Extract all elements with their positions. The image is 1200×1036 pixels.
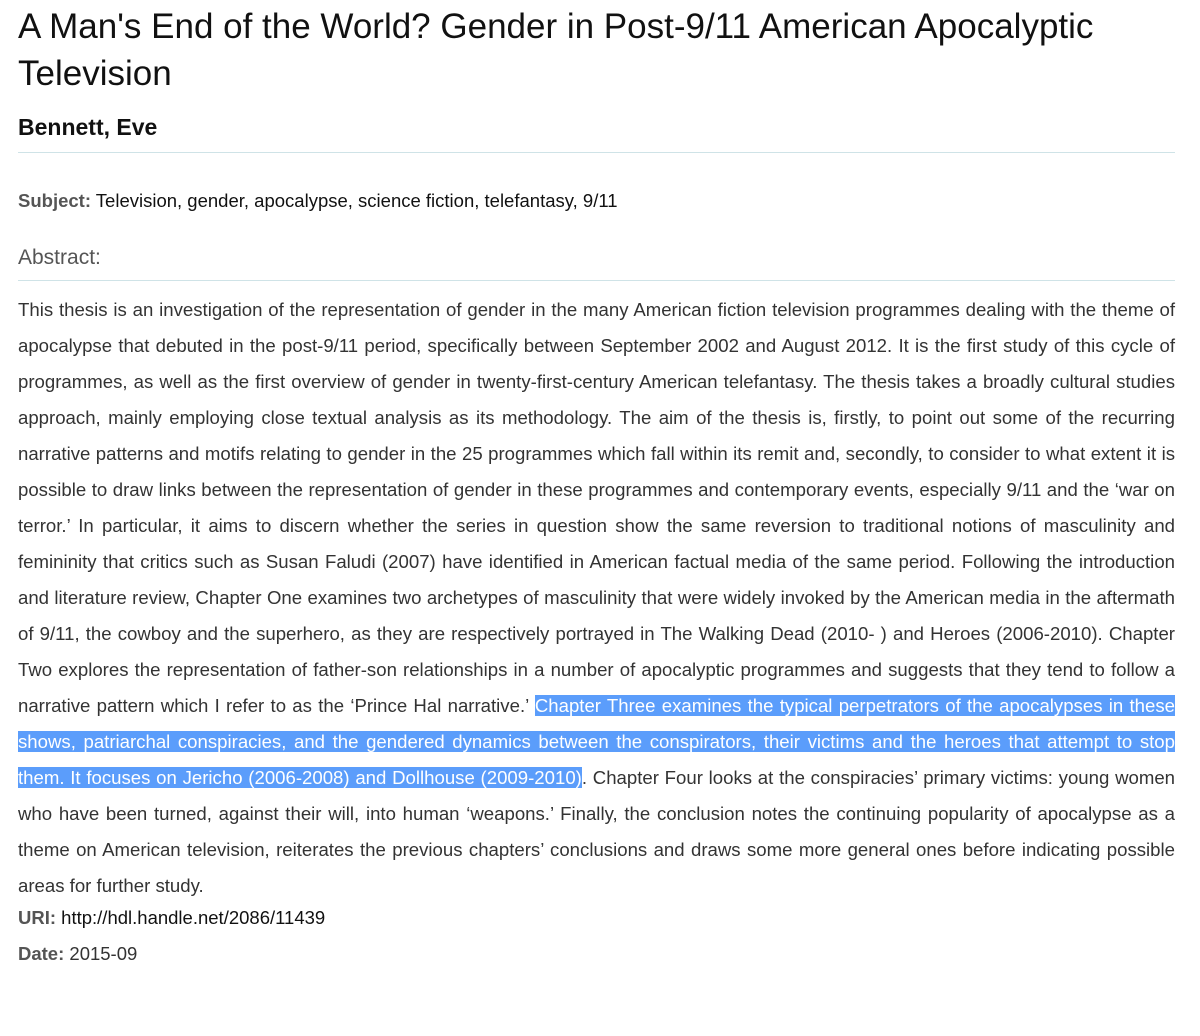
- abstract-text-before-selection: This thesis is an investigation of the representation of gender in the many American fiction television programmes dealing with the theme of apocalypse that debuted in the post-9/11 period, specifically between September 2002 and August 2012. It is the first study of this cycle of programmes, as well as the first overview of gender in twenty-first-century American telefantasy. The thesis takes a broadly cultural studies approach, mainly employing close textual analysis as its methodology. The aim of the thesis is, firstly, to point out some of the recurring narrative patterns and motifs relating to gender in the 25 programmes which fall within its remit and, secondly, to consider to what extent it is possible to draw links between the representation of gender in these programmes and contemporary events, especially 9/11 and the ‘war on terror.’ In particular, it aims to discern whether the series in question show the same reversion to traditional notions of masculinity and femininity that critics such as Susan Faludi (2007) have identified in American factual media of the same period. Following the introduction and literature review, Chapter One examines two archetypes of masculinity that were widely invoked by the American media in the aftermath of 9/11, the cowboy and the superhero, as they are respectively portrayed in The Walking Dead (2010- ) and Heroes (2006-2010). Chapter Two explores the representation of father-son relationships in a number of apocalyptic programmes and suggests that they tend to follow a narrative pattern which I refer to as the ‘Prince Hal narrative.’: [18, 299, 1175, 716]
- uri-label: URI:: [18, 907, 57, 928]
- date-label: Date:: [18, 943, 65, 964]
- date-value: 2015-09: [69, 943, 138, 964]
- uri-link[interactable]: http://hdl.handle.net/2086/11439: [61, 907, 326, 928]
- abstract-text-after-selection: . Chapter Four looks at the conspiracies’ primary victims: young women who have been turned, against their will, into human ‘weapons.’ Finally, the conclusion notes the continuing popularity of apocalypse as a theme on American television, reiterates the previous chapters’ conclusions and draws some more general ones before indicating possible areas for further study.: [18, 767, 1176, 896]
- record-title: A Man's End of the World? Gender in Post-9/11 American Apocalyptic Television: [18, 7, 1094, 93]
- record-author[interactable]: Bennett, Eve: [18, 114, 158, 140]
- date-field: [18, 936, 1175, 972]
- abstract-selected-text[interactable]: Chapter Three examines the typical perpetrators of the apocalypses in these shows, patriarchal conspiracies, and the gendered dynamics between the conspirators, their victims and the heroes that attempt to stop them. It focuses on Jericho (2006-2008) and Dollhouse (2009-2010): [18, 695, 1175, 788]
- subject-value: Television, gender, apocalypse, science fiction, telefantasy, 9/11: [95, 190, 618, 211]
- abstract-heading: Abstract:: [18, 246, 101, 269]
- subject-field: [18, 153, 1175, 214]
- abstract-text: [18, 281, 1175, 904]
- uri-field: [18, 900, 1175, 936]
- subject-label: Subject:: [18, 190, 91, 211]
